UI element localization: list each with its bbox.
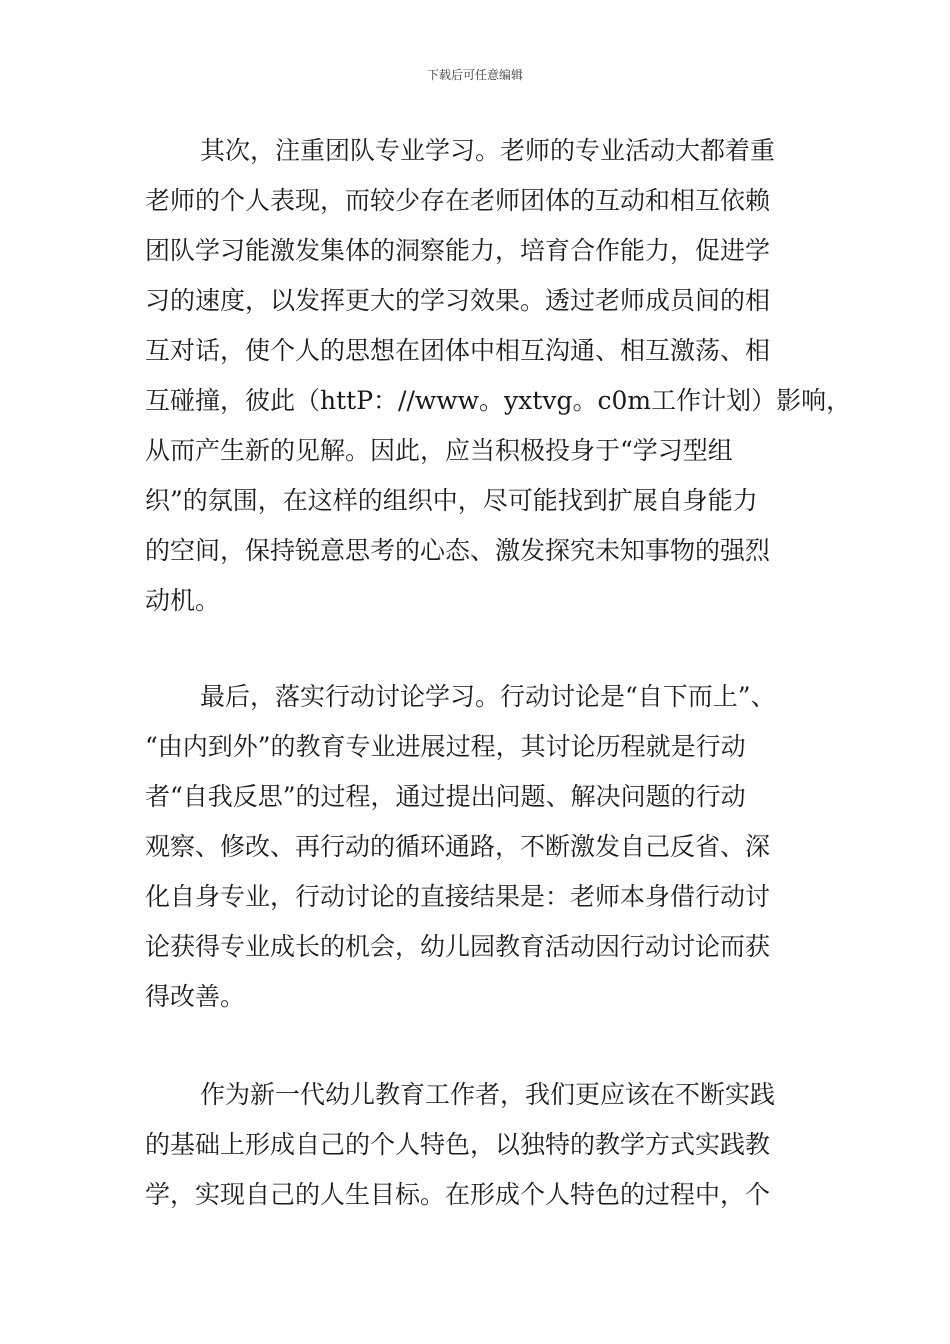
paragraph-action-research (145, 672, 825, 1022)
text-line: “由内到外”的教育专业进展过程，其讨论历程就是行动 (145, 732, 746, 761)
text-line: 团队学习能激发集体的洞察能力，培育合作能力，促进学 (145, 236, 771, 265)
text-line: 论获得专业成长的机会，幼儿园教育活动因行动讨论而获 (145, 932, 771, 961)
text-line: 者“自我反思”的过程，通过提出问题、解决问题的行动 (145, 782, 746, 811)
text-line: 习的速度，以发挥更大的学习效果。透过老师成员间的相 (145, 286, 771, 315)
text-line: 观察、修改、再行动的循环通路，不断激发自己反省、深 (145, 832, 771, 861)
text-line: 化自身专业，行动讨论的直接结果是：老师本身借行动讨 (145, 882, 771, 911)
text-line: 从而产生新的见解。因此，应当积极投身于“学习型组 (145, 436, 733, 465)
text-line: 互碰撞，彼此（httP：//www。yxtvg。c0m工作计划）影响， (145, 386, 852, 415)
text-line: 其次，注重团队专业学习。老师的专业活动大都着重 (200, 136, 776, 165)
text-line: 老师的个人表现，而较少存在老师团体的互动和相互依赖 (145, 186, 771, 215)
paragraph-personal-style (145, 1070, 825, 1220)
text-line: 动机。 (145, 586, 221, 615)
text-line: 学，实现自己的人生目标。在形成个人特色的过程中，个 (145, 1180, 771, 1209)
page-header-note: 下载后可任意编辑 (426, 68, 523, 82)
text-line: 的基础上形成自己的个人特色，以独特的教学方式实践教 (145, 1130, 771, 1159)
text-line: 织”的氛围，在这样的组织中，尽可能找到扩展自身能力 (145, 486, 758, 515)
text-line: 得改善。 (145, 982, 246, 1011)
text-line: 的空间，保持锐意思考的心态、激发探究未知事物的强烈 (145, 536, 771, 565)
paragraph-team-learning (145, 126, 852, 626)
text-line: 互对话，使个人的思想在团体中相互沟通、相互激荡、相 (145, 336, 771, 365)
text-line: 最后，落实行动讨论学习。行动讨论是“自下而上”、 (200, 682, 776, 711)
text-line: 作为新一代幼儿教育工作者，我们更应该在不断实践 (200, 1080, 776, 1109)
